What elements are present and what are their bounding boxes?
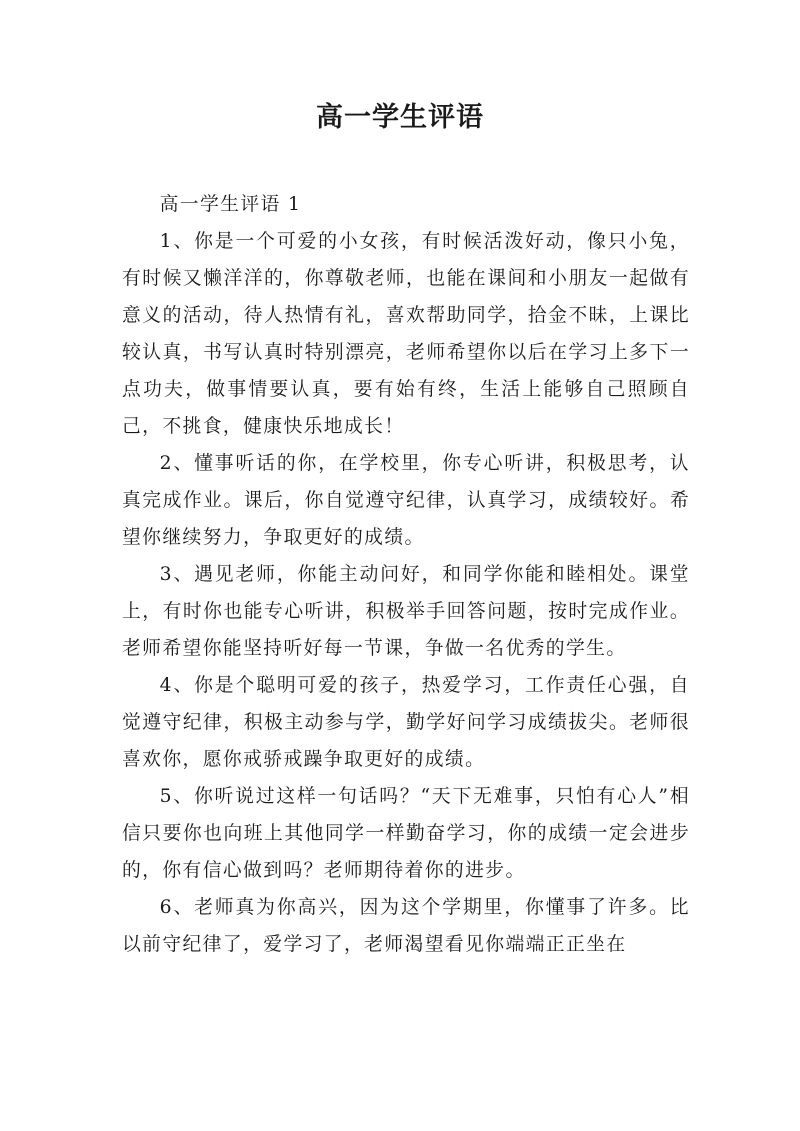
paragraph-1: 1、你是一个可爱的小女孩，有时候活泼好动，像只小兔，有时候又懒洋洋的，你尊敬老师，也能在课间和小朋友一起做有意义的活动，待人热情有礼，喜欢帮助同学，拾金不昧，上课比较认真，书写认真时特别漂亮，老师希望你以后在学习上多下一点功夫，做事情要认真，要有始有终，生活上能够自己照顾自己，不挑食，健康快乐地成长！ bbox=[122, 231, 690, 437]
paragraph-4: 4、你是个聪明可爱的孩子，热爱学习，工作责任心强，自觉遵守纪律，积极主动参与学，勤学好问学习成绩拔尖。老师很喜欢你，愿你戒骄戒躁争取更好的成绩。 bbox=[122, 675, 690, 770]
section-heading: 高一学生评语 1 bbox=[159, 194, 302, 215]
paragraph-5: 5、你听说过这样一句话吗？“天下无难事，只怕有心人”相信只要你也向班上其他同学一样勤奋学习，你的成绩一定会进步的，你有信心做到吗？老师期待着你的进步。 bbox=[122, 786, 690, 881]
paragraph-2: 2、懂事听话的你，在学校里，你专心听讲，积极思考，认真完成作业。课后，你自觉遵守纪律，认真学习，成绩较好。希望你继续努力，争取更好的成绩。 bbox=[122, 453, 690, 548]
paragraph-3: 3、遇见老师，你能主动问好，和同学你能和睦相处。课堂上，有时你也能专心听讲，积极举手回答问题，按时完成作业。老师希望你能坚持听好每一节课，争做一名优秀的学生。 bbox=[122, 564, 690, 659]
paragraph-6: 6、老师真为你高兴，因为这个学期里，你懂事了许多。比以前守纪律了，爱学习了，老师渴望看见你端端正正坐在 bbox=[122, 897, 690, 955]
document-title: 高一学生评语 bbox=[316, 102, 484, 133]
document-body bbox=[122, 186, 690, 963]
